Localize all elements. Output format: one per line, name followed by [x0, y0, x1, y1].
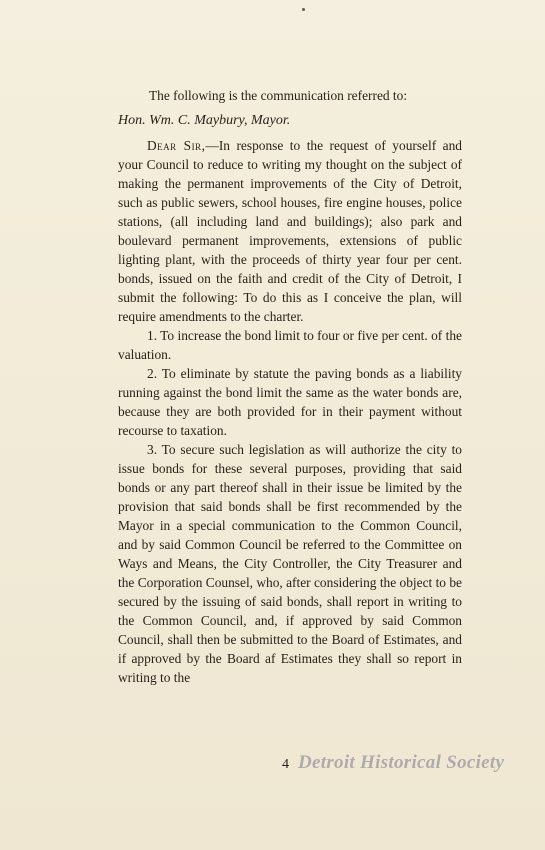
paragraph-1-text: —In response to the request of yourself and your Council to reduce to writing my thought on the subject of making the permanent improvements of the City of Detroit, such as public sewers, school houses, fire engine houses, police stations, (all including land and buildings); also park and boulevard permanent improvements, extensions of public lighting plant, with the proceeds of thirty year four per cent. bonds, issued on the faith and credit of the City of Detroit, I submit the following: To do this as I conceive the plan, will require amendments to the charter. [118, 138, 462, 324]
addressee: Hon. Wm. C. Maybury, Mayor. [118, 113, 291, 128]
intro-paragraph: The following is the communication referred to: [149, 88, 408, 103]
salutation: Dear Sir, [147, 138, 206, 153]
page-number: 4 [282, 757, 289, 772]
numbered-item-3: 3. To secure such legislation as will authorize the city to issue bonds for these several purposes, providing that said bonds or any part thereof shall in their issue be limited by the provision that said bonds shall be first recommended by the Mayor in a special communication to the Common Council, and by said Common Council be referred to the Committee on Ways and Means, the City Controller, the City Treasurer and the Corporation Counsel, who, after considering the object to be secured by the issuing of said bonds, shall report in writing to the Common Council, and, if approved by said Common Council, shall then be submitted to the Board of Estimates, and if approved by the Board af Estimates they shall so report in writing to the [118, 442, 462, 685]
numbered-item-2: 2. To eliminate by statute the paving bonds as a liability running against the bond limit the same as the water bonds are, because they are both provided for in their payment without recourse to taxation. [118, 366, 462, 438]
watermark: Detroit Historical Society [298, 752, 505, 773]
body-text [118, 86, 462, 687]
letter-paragraph-1 [118, 136, 462, 326]
paper-speck [302, 8, 305, 11]
numbered-item-1: 1. To increase the bond limit to four or five per cent. of the valuation. [118, 328, 462, 362]
